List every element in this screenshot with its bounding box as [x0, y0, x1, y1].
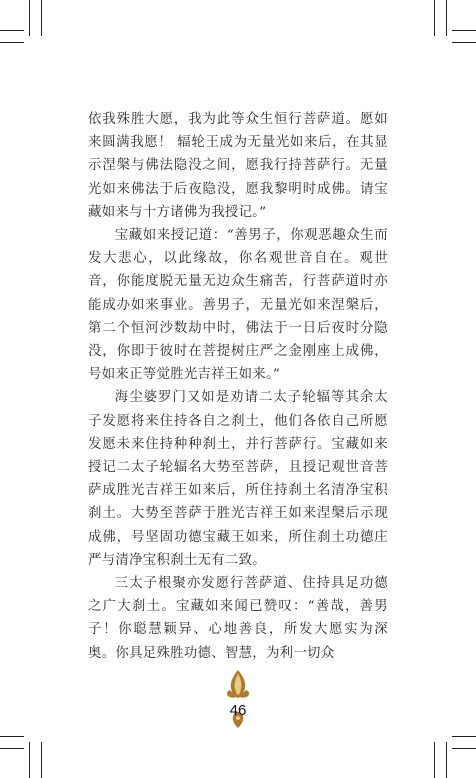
crop-mark-top-right-h2 — [452, 42, 476, 43]
crop-mark-top-right-v1 — [434, 0, 435, 36]
crop-mark-bottom-left-h2 — [0, 748, 24, 749]
lotus-ornament-icon — [222, 668, 254, 730]
crop-mark-bottom-right-v2 — [446, 742, 447, 778]
crop-mark-bottom-left-v2 — [41, 742, 42, 778]
crop-mark-top-left-v1 — [29, 0, 30, 36]
crop-mark-top-right-h — [452, 30, 476, 31]
paragraph-2: 宝藏如来授记道：“善男子，你观恶趣众生而发大悲心，以此缘故，你名观世音自在。观世音，你能度脱无量无边众生痛苦，行菩萨道时亦能成办如来事业。善男子，无量光如来涅槃后，第二个恒河沙数劫中时，佛法于一日后夜时分隐没，你即于彼时在菩提树庄严之金刚座上成佛，号如来正等觉胜光吉祥王如来。” — [88, 228, 388, 383]
crop-mark-top-left-h — [0, 30, 24, 31]
crop-mark-bottom-right-v1 — [434, 742, 435, 778]
crop-mark-top-right-v2 — [446, 0, 447, 36]
paragraph-4: 三太子根聚亦发愿行菩萨道、住持具足功德之广大刹土。宝藏如来闻已赞叹：“善哉，善男子！你聪慧颖异、心地善良，所发大愿实为深奥。你具足殊胜功德、智慧，为利一切众 — [88, 576, 388, 661]
crop-mark-bottom-left-v1 — [29, 742, 30, 778]
page-number: 46 — [229, 702, 247, 719]
crop-mark-bottom-left-h — [0, 736, 24, 737]
crop-mark-bottom-right-h — [452, 736, 476, 737]
paragraph-3: 海尘婆罗门又如是劝请二太子轮辐等其余太子发愿将来住持各自之刹土，他们各依自己所愿发愿未来住持种种刹土，并行菩萨行。宝藏如来授记二太子轮辐名大势至菩萨，且授记观世音菩萨成胜光吉祥王如来后，所住持刹土名清净宝积刹土。大势至菩萨于胜光吉祥王如来涅槃后示现成佛，号坚固功德宝藏王如来，所住刹土功德庄严与清净宝积刹土无有二致。 — [88, 390, 388, 568]
crop-mark-bottom-right-h2 — [452, 748, 476, 749]
crop-mark-top-left-h2 — [0, 42, 24, 43]
crop-mark-top-left-v2 — [41, 0, 42, 36]
body-text — [88, 108, 388, 665]
paragraph-1: 依我殊胜大愿，我为此等众生恒行菩萨道。愿如来圆满我愿！ 辐轮王成为无量光如来后，在其显示涅槃与佛法隐没之间，愿我行持菩萨行。无量光如来佛法于后夜隐没，愿我黎明时成佛。请宝藏如来与十方诸佛为我授记。” — [88, 112, 388, 220]
